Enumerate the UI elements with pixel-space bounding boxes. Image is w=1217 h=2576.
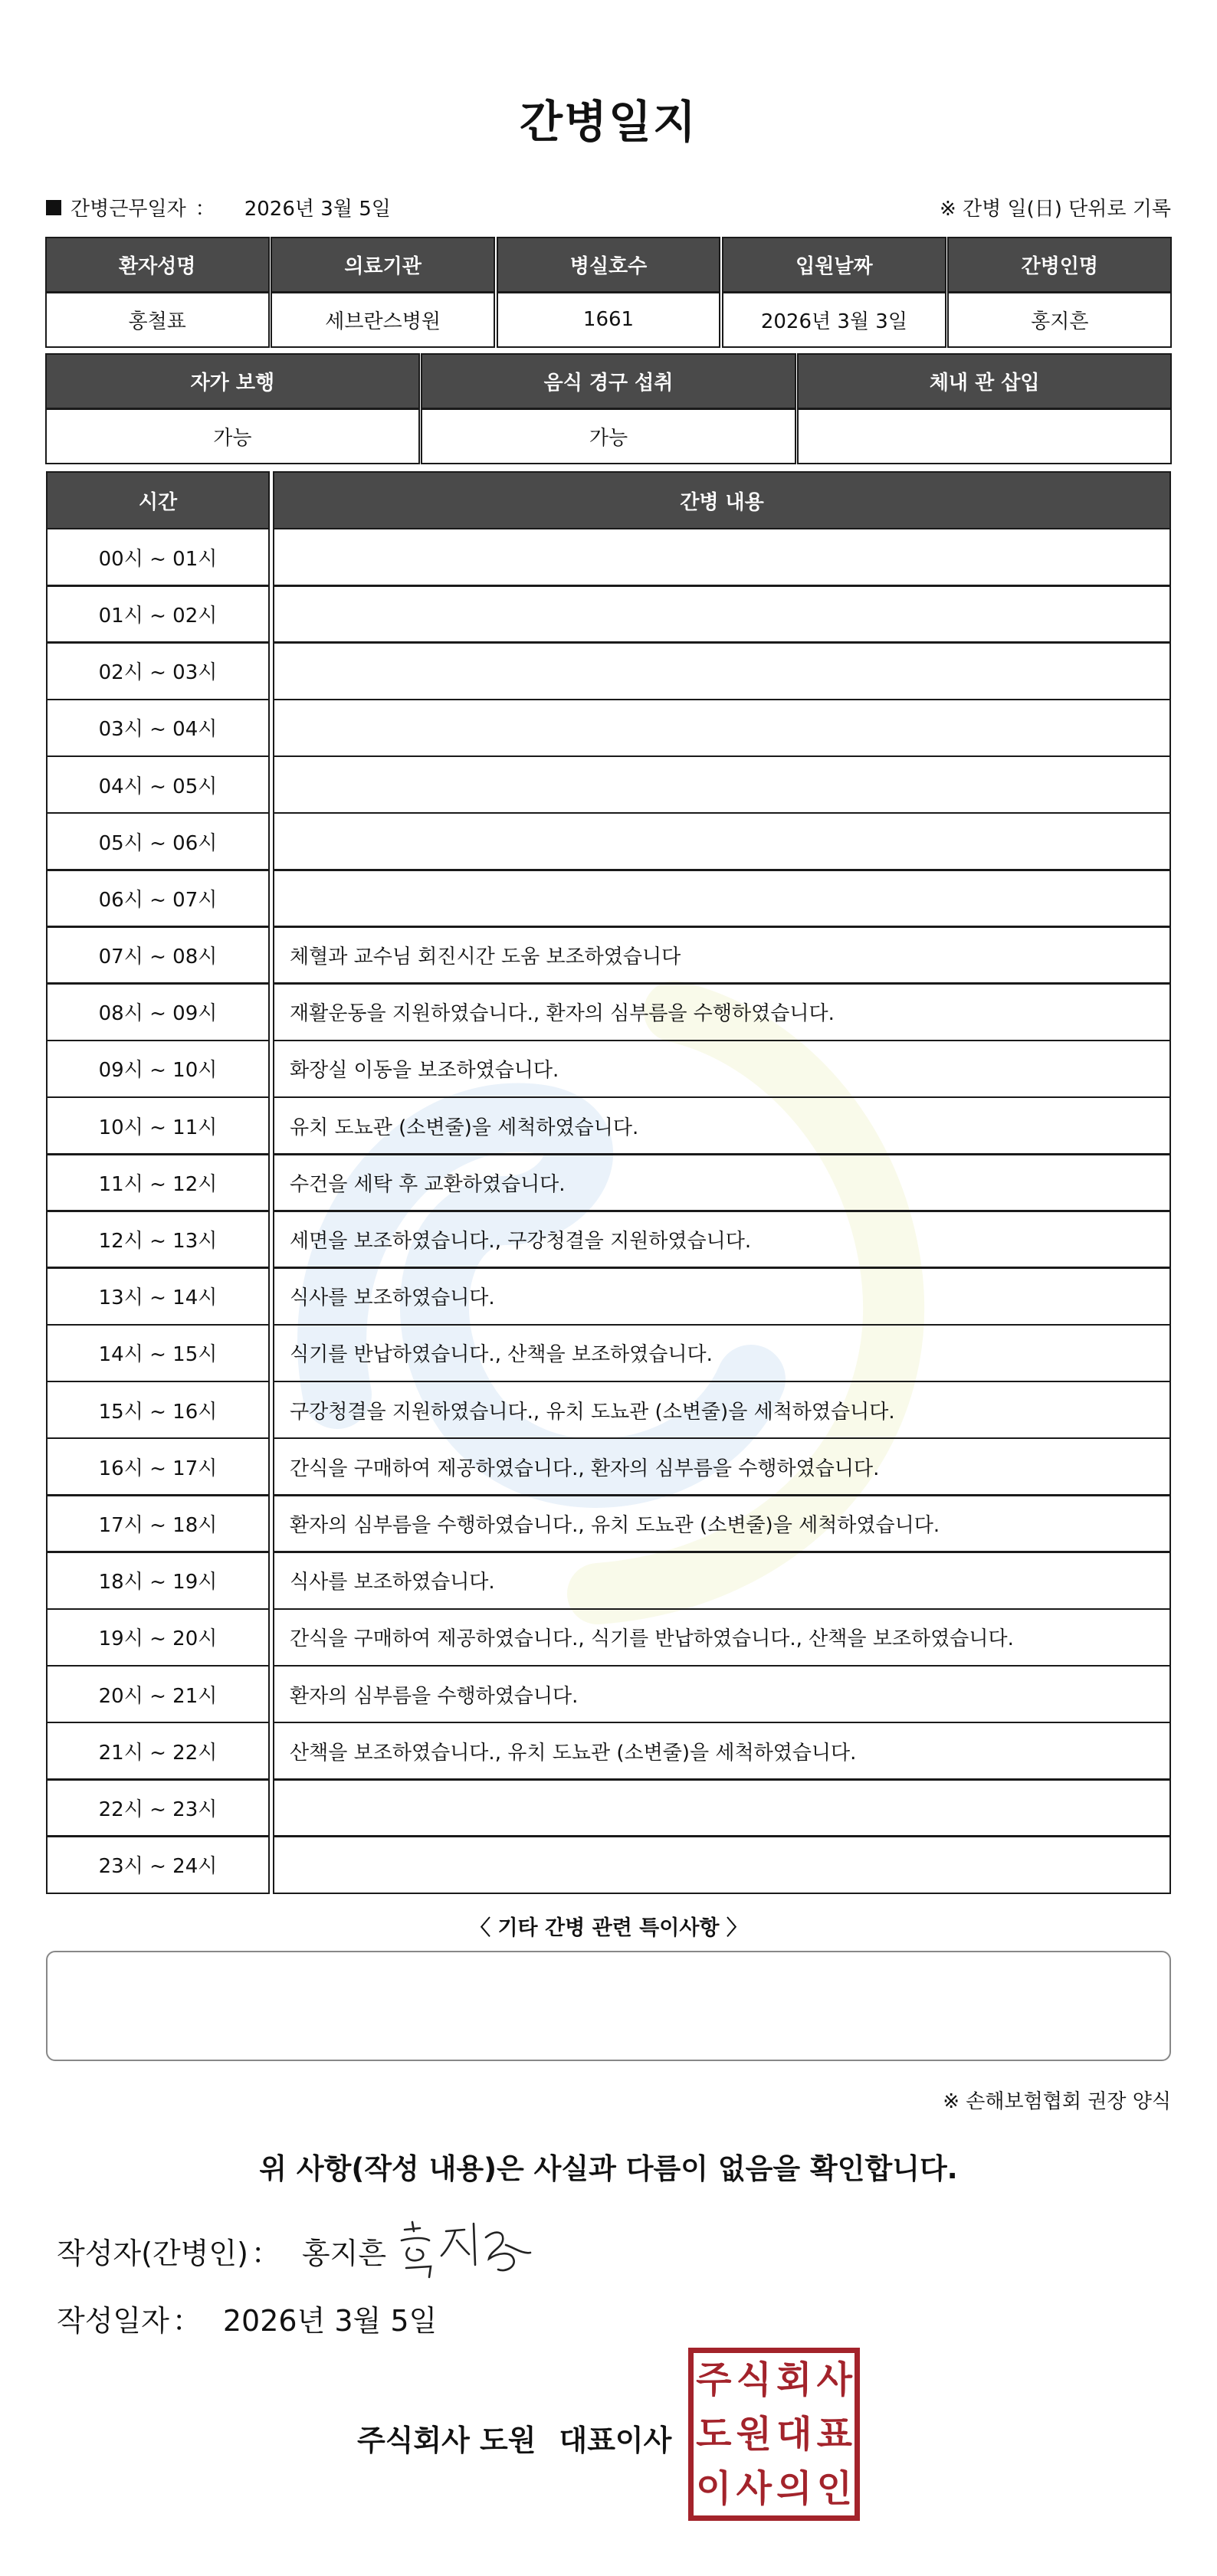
header-patient-name: 환자성명: [45, 237, 270, 293]
representative-title: 대표이사: [559, 2424, 672, 2457]
care-content: [273, 699, 1171, 758]
care-content: [273, 528, 1171, 587]
time-slot: 07시 ~ 08시: [46, 926, 270, 985]
header-tube-insertion: 체내 관 삽입: [797, 353, 1172, 410]
care-content: 식기를 반납하였습니다., 산책을 보조하였습니다.: [273, 1324, 1171, 1383]
care-content: [273, 755, 1171, 814]
header-admission-date: 입원날짜: [722, 237, 946, 293]
company-seal-stamp: [688, 2348, 860, 2521]
company-line: [357, 2417, 671, 2459]
time-slot: 14시 ~ 15시: [46, 1324, 270, 1383]
seal-character: 식: [736, 2358, 772, 2402]
time-slot: 06시 ~ 07시: [46, 869, 270, 928]
care-log-table: [46, 472, 1171, 1893]
work-date-label: 간병근무일자: [71, 198, 186, 221]
work-date-value: 2026년 3월 5일: [244, 198, 391, 221]
care-content: 수건을 세탁 후 교환하였습니다.: [273, 1153, 1171, 1212]
table-row: [46, 984, 1171, 1041]
writer-name: 홍지흔: [301, 2237, 387, 2270]
table-row: [46, 1779, 1171, 1836]
writer-line: [57, 2230, 386, 2272]
company-name: 주식회사 도원: [357, 2424, 536, 2457]
patient-status-table: [46, 354, 1171, 464]
seal-character: 원: [736, 2412, 772, 2456]
header-hospital: 의료기관: [271, 237, 495, 293]
table-row: [46, 1666, 1171, 1722]
hospital-name: 세브란스병원: [271, 291, 495, 348]
time-slot: 08시 ~ 09시: [46, 982, 270, 1041]
care-content: 환자의 심부름을 수행하였습니다.: [273, 1665, 1171, 1724]
table-row: [46, 585, 1171, 642]
caregiver-name: 홍지흔: [947, 291, 1172, 348]
oral-intake-value: 가능: [421, 408, 795, 464]
table-row: [46, 1381, 1171, 1438]
work-date-colon: ：: [195, 198, 215, 221]
time-slot: 13시 ~ 14시: [46, 1267, 270, 1326]
patient-info-table: [46, 238, 1171, 347]
table-row: [46, 1211, 1171, 1267]
table-row: [46, 1438, 1171, 1495]
table-row: [46, 529, 1171, 585]
seal-character: 의: [776, 2466, 812, 2510]
time-slot: 09시 ~ 10시: [46, 1040, 270, 1099]
admission-date: 2026년 3월 3일: [722, 291, 946, 348]
header-care-content: 간병 내용: [273, 471, 1171, 530]
form-note: ※ 손해보험협회 권장 양식: [943, 2090, 1171, 2113]
handwritten-signature: [391, 2214, 536, 2283]
writing-date-value: 2026년 3월 5일: [222, 2304, 438, 2338]
work-date: [46, 193, 391, 221]
care-content: 세면을 보조하였습니다., 구강청결을 지원하였습니다.: [273, 1210, 1171, 1269]
care-content: 식사를 보조하였습니다.: [273, 1551, 1171, 1610]
care-content: [273, 812, 1171, 871]
seal-character: 인: [816, 2466, 852, 2510]
meta-row: [46, 193, 1171, 221]
table-row: [46, 643, 1171, 700]
care-content: 간식을 구매하여 제공하였습니다., 식기를 반납하였습니다., 산책을 보조하였습니다.: [273, 1608, 1171, 1667]
care-content: 화장실 이동을 보조하였습니다.: [273, 1040, 1171, 1099]
care-content: [273, 1835, 1171, 1894]
header-time: 시간: [46, 471, 270, 530]
table-row: [46, 1495, 1171, 1552]
time-slot: 12시 ~ 13시: [46, 1210, 270, 1269]
time-slot: 20시 ~ 21시: [46, 1665, 270, 1724]
table-row: [46, 700, 1171, 756]
care-content: 간식을 구매하여 제공하였습니다., 환자의 심부름을 수행하였습니다.: [273, 1437, 1171, 1496]
confirmation-statement: 위 사항(작성 내용)은 사실과 다름이 없음을 확인합니다.: [259, 2152, 958, 2185]
record-note: ※ 간병 일(日) 단위로 기록: [939, 198, 1171, 221]
header-room-number: 병실호수: [497, 237, 721, 293]
room-number: 1661: [497, 291, 721, 348]
time-slot: 21시 ~ 22시: [46, 1722, 270, 1781]
square-bullet-icon: [46, 200, 61, 215]
seal-character: 도: [696, 2412, 732, 2456]
care-content: [273, 585, 1171, 644]
seal-character: 주: [696, 2358, 732, 2402]
table-row: [46, 870, 1171, 926]
time-slot: 18시 ~ 19시: [46, 1551, 270, 1610]
time-slot: 22시 ~ 23시: [46, 1778, 270, 1837]
seal-character: 표: [816, 2412, 852, 2456]
table-row: [46, 1837, 1171, 1893]
time-slot: 02시 ~ 03시: [46, 641, 270, 700]
header-oral-intake: 음식 경구 섭취: [421, 353, 795, 410]
care-content: 식사를 보조하였습니다.: [273, 1267, 1171, 1326]
table-row: [46, 1609, 1171, 1666]
table-row: [46, 927, 1171, 984]
time-slot: 17시 ~ 18시: [46, 1494, 270, 1553]
table-row: [46, 1325, 1171, 1381]
seal-character: 회: [776, 2358, 812, 2402]
table-row: [46, 1722, 1171, 1779]
remarks-box: [46, 1951, 1171, 2061]
document-title: 간병일지: [519, 96, 698, 148]
time-slot: 11시 ~ 12시: [46, 1153, 270, 1212]
care-content: 재활운동을 지원하였습니다., 환자의 심부름을 수행하였습니다.: [273, 982, 1171, 1041]
table-row: [46, 813, 1171, 870]
writing-date-colon: ：: [172, 2304, 202, 2338]
time-slot: 23시 ~ 24시: [46, 1835, 270, 1894]
care-content: 산책을 보조하였습니다., 유치 도뇨관 (소변줄)을 세척하였습니다.: [273, 1722, 1171, 1781]
seal-character: 사: [736, 2466, 772, 2510]
time-slot: 01시 ~ 02시: [46, 585, 270, 644]
time-slot: 04시 ~ 05시: [46, 755, 270, 814]
time-slot: 19시 ~ 20시: [46, 1608, 270, 1667]
table-row: [46, 1268, 1171, 1325]
patient-name: 홍철표: [45, 291, 270, 348]
header-self-walking: 자가 보행: [45, 353, 420, 410]
time-slot: 05시 ~ 06시: [46, 812, 270, 871]
care-content: [273, 641, 1171, 700]
header-caregiver-name: 간병인명: [947, 237, 1172, 293]
care-content: 환자의 심부름을 수행하였습니다., 유치 도뇨관 (소변줄)을 세척하였습니다.: [273, 1494, 1171, 1553]
seal-character: 사: [816, 2358, 852, 2402]
care-content: [273, 869, 1171, 928]
self-walking-value: 가능: [45, 408, 420, 464]
care-content: 유치 도뇨관 (소변줄)을 세척하였습니다.: [273, 1096, 1171, 1155]
table-row: [46, 756, 1171, 813]
care-log-header: [46, 472, 1171, 529]
writing-date-line: [57, 2297, 437, 2339]
seal-character: 이: [696, 2466, 732, 2510]
remarks-title: 〈 기타 간병 관련 특이사항 〉: [470, 1916, 747, 1940]
time-slot: 03시 ~ 04시: [46, 699, 270, 758]
writer-label: 작성자(간병인): [57, 2237, 248, 2270]
table-row: [46, 1097, 1171, 1154]
time-slot: 16시 ~ 17시: [46, 1437, 270, 1496]
table-row: [46, 1154, 1171, 1211]
care-content: 구강청결을 지원하였습니다., 유치 도뇨관 (소변줄)을 세척하였습니다.: [273, 1381, 1171, 1440]
writer-colon: ：: [251, 2237, 280, 2270]
table-row: [46, 1552, 1171, 1609]
time-slot: 00시 ~ 01시: [46, 528, 270, 587]
writing-date-label: 작성일자: [57, 2304, 169, 2338]
tube-insertion-value: [797, 408, 1172, 464]
table-row: [46, 1041, 1171, 1097]
time-slot: 15시 ~ 16시: [46, 1381, 270, 1440]
care-content: [273, 1778, 1171, 1837]
time-slot: 10시 ~ 11시: [46, 1096, 270, 1155]
seal-character: 대: [776, 2412, 812, 2456]
care-content: 체혈과 교수님 회진시간 도움 보조하였습니다: [273, 926, 1171, 985]
